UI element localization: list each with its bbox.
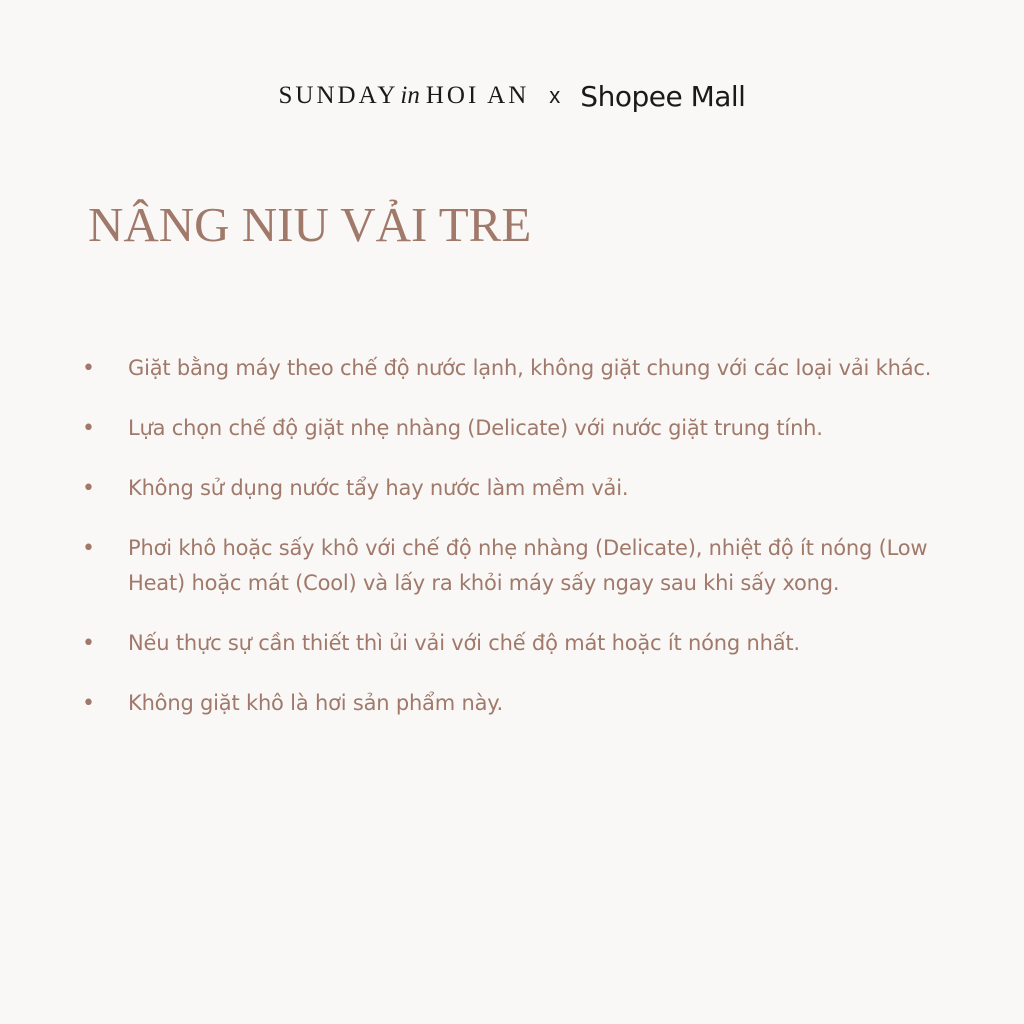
- bullet-icon: •: [82, 691, 95, 716]
- bullet-icon: •: [82, 476, 95, 501]
- list-item: [82, 471, 932, 506]
- care-instruction-text: Phơi khô hoặc sấy khô với chế độ nhẹ nhàng (Delicate), nhiệt độ ít nóng (Low Heat) hoặc mát (Cool) và lấy ra khỏi máy sấy ngay sau khi sấy xong.: [128, 536, 928, 595]
- care-instruction-text: Lựa chọn chế độ giặt nhẹ nhàng (Delicate) với nước giặt trung tính.: [128, 416, 823, 440]
- list-item: [82, 531, 932, 601]
- brand-hoian-text: HOI AN: [425, 82, 530, 109]
- care-instructions-list: [82, 351, 932, 746]
- shopee-mall-logo: Shopee Mall: [580, 79, 746, 113]
- care-instruction-text: Không sử dụng nước tẩy hay nước làm mềm vải.: [128, 476, 629, 500]
- list-item: [82, 626, 932, 661]
- bullet-icon: •: [82, 631, 95, 656]
- bullet-icon: •: [82, 536, 95, 561]
- care-instruction-text: Nếu thực sự cần thiết thì ủi vải với chế độ mát hoặc ít nóng nhất.: [128, 631, 800, 655]
- brand-in-text: in: [400, 82, 420, 109]
- sunday-in-hoian-logo: [279, 82, 530, 110]
- brand-sunday-text: SUNDAY: [278, 82, 399, 109]
- bullet-icon: •: [82, 416, 95, 441]
- list-item: [82, 411, 932, 446]
- page-title: NÂNG NIU VẢI TRE: [88, 197, 532, 252]
- bullet-icon: •: [82, 356, 95, 381]
- care-instruction-text: Giặt bằng máy theo chế độ nước lạnh, không giặt chung với các loại vải khác.: [128, 356, 932, 380]
- care-instruction-text: Không giặt khô là hơi sản phẩm này.: [128, 691, 503, 715]
- list-item: [82, 686, 932, 721]
- brand-separator: x: [549, 83, 561, 108]
- list-item: [82, 351, 932, 386]
- brand-header: [0, 74, 1024, 118]
